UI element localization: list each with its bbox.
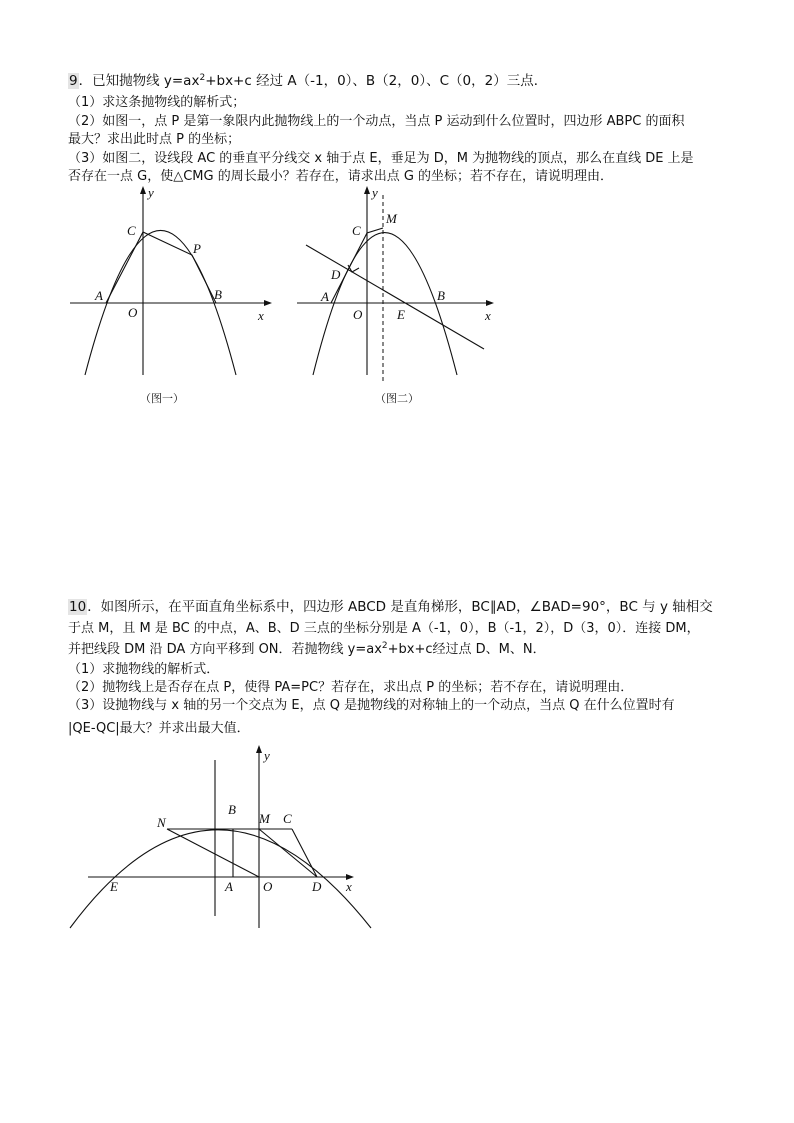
problem-9-number: 9 [69,73,78,89]
fig1-label-c: C [127,223,136,238]
fig3-label-d: D [312,879,322,894]
fig3-label-o: O [263,879,273,894]
fig3-segment-md [259,829,317,877]
fig1-caption: （图一） [140,392,184,405]
fig2-label-d: D [331,267,341,282]
fig2-perpendicular-bisector [306,245,484,349]
fig3-label-m: M [259,811,270,826]
fig2-label-x: x [485,308,491,323]
problem-10-stem-line-3: 并把线段 DM 沿 DA 方向平移到 ON．若抛物线 $y=ax^2+bx+c$经过点 D、M、N． [68,641,546,657]
fig2-label-c: C [352,223,361,238]
fig2-caption: （图二） [375,392,419,405]
fig3-label-c: C [283,811,292,826]
problem-10-stem-line-2: 于点 M，且 M 是 BC 的中点，A、B、D 三点的坐标分别是 A（-1，0），B（-1，2），D（3，0）．连接 DM， [68,621,700,636]
fig3-y-arrow [256,745,262,753]
fig2-label-m: M [386,211,397,226]
figure-3 [60,740,375,940]
fig3-label-x: x [346,879,352,894]
problem-9-question-3: （3）如图二，设线段 AC 的垂直平分线交 x 轴于点 E，垂足为 D，M 为抛物线的顶点，那么在直线 DE 上是 [68,151,694,166]
fig2-label-b: B [437,288,445,303]
figure-2 [290,185,505,410]
fig2-parabola [313,233,457,375]
fig3-segment-no [167,829,259,877]
fig1-label-o: O [128,305,138,320]
fig2-label-a: A [321,289,329,304]
problem-10-stem: 10．如图所示，在平面直角坐标系中，四边形 ABCD 是直角梯形，BC∥AD，∠BAD=90°，BC 与 y 轴相交 [69,599,713,615]
fig1-label-p: P [193,241,201,256]
problem-9-question-3-cont: 否存在一点 G，使△CMG 的周长最小？若存在，请求出点 G 的坐标；若不存在，请说明理由． [68,169,614,184]
fig2-y-arrow [364,186,370,194]
fig2-label-e: E [397,307,405,322]
fig1-label-y: y [148,185,154,200]
fig2-label-o: O [353,307,363,322]
fig1-label-b: B [214,287,222,302]
fig1-label-a: A [95,288,103,303]
fig3-label-y: y [264,748,270,763]
fig3-label-n: N [157,815,166,830]
fig2-label-y: y [372,185,378,200]
fig1-x-arrow [264,300,272,306]
problem-9-question-1: （1）求这条抛物线的解析式； [68,95,246,110]
problem-10-number: 10 [69,599,87,615]
problem-10-question-3-cont: |QE-QC|最大？并求出最大值． [68,721,250,736]
fig2-x-arrow [486,300,494,306]
problem-10-question-1: （1）求抛物线的解析式． [68,662,220,677]
problem-9-question-2-cont: 最大？求出此时点 P 的坐标； [68,132,241,147]
fig1-label-x: x [258,308,264,323]
fig3-label-a: A [225,879,233,894]
fig3-label-b: B [228,802,236,817]
problem-9-question-2: （2）如图一，点 P 是第一象限内此抛物线上的一个动点，当点 P 运动到什么位置时，四边形 ABPC 的面积 [68,114,685,129]
problem-9-stem: 9．已知抛物线 $y=ax^2+bx+c$ 经过 A（-1，0）、B（2，0）、C（0，2）三点． [69,73,548,89]
figure-1 [60,185,280,410]
fig3-segment-cd [292,829,317,877]
problem-10-question-2: （2）抛物线上是否存在点 P，使得 PA=PC？若存在，求出点 P 的坐标；若不存在，请说明理由． [68,680,634,695]
problem-10-question-3: （3）设抛物线与 x 轴的另一个交点为 E，点 Q 是抛物线的对称轴上的一个动点，当点 Q 在什么位置时有 [68,698,675,713]
fig1-y-arrow [140,186,146,194]
fig3-label-e: E [110,879,118,894]
